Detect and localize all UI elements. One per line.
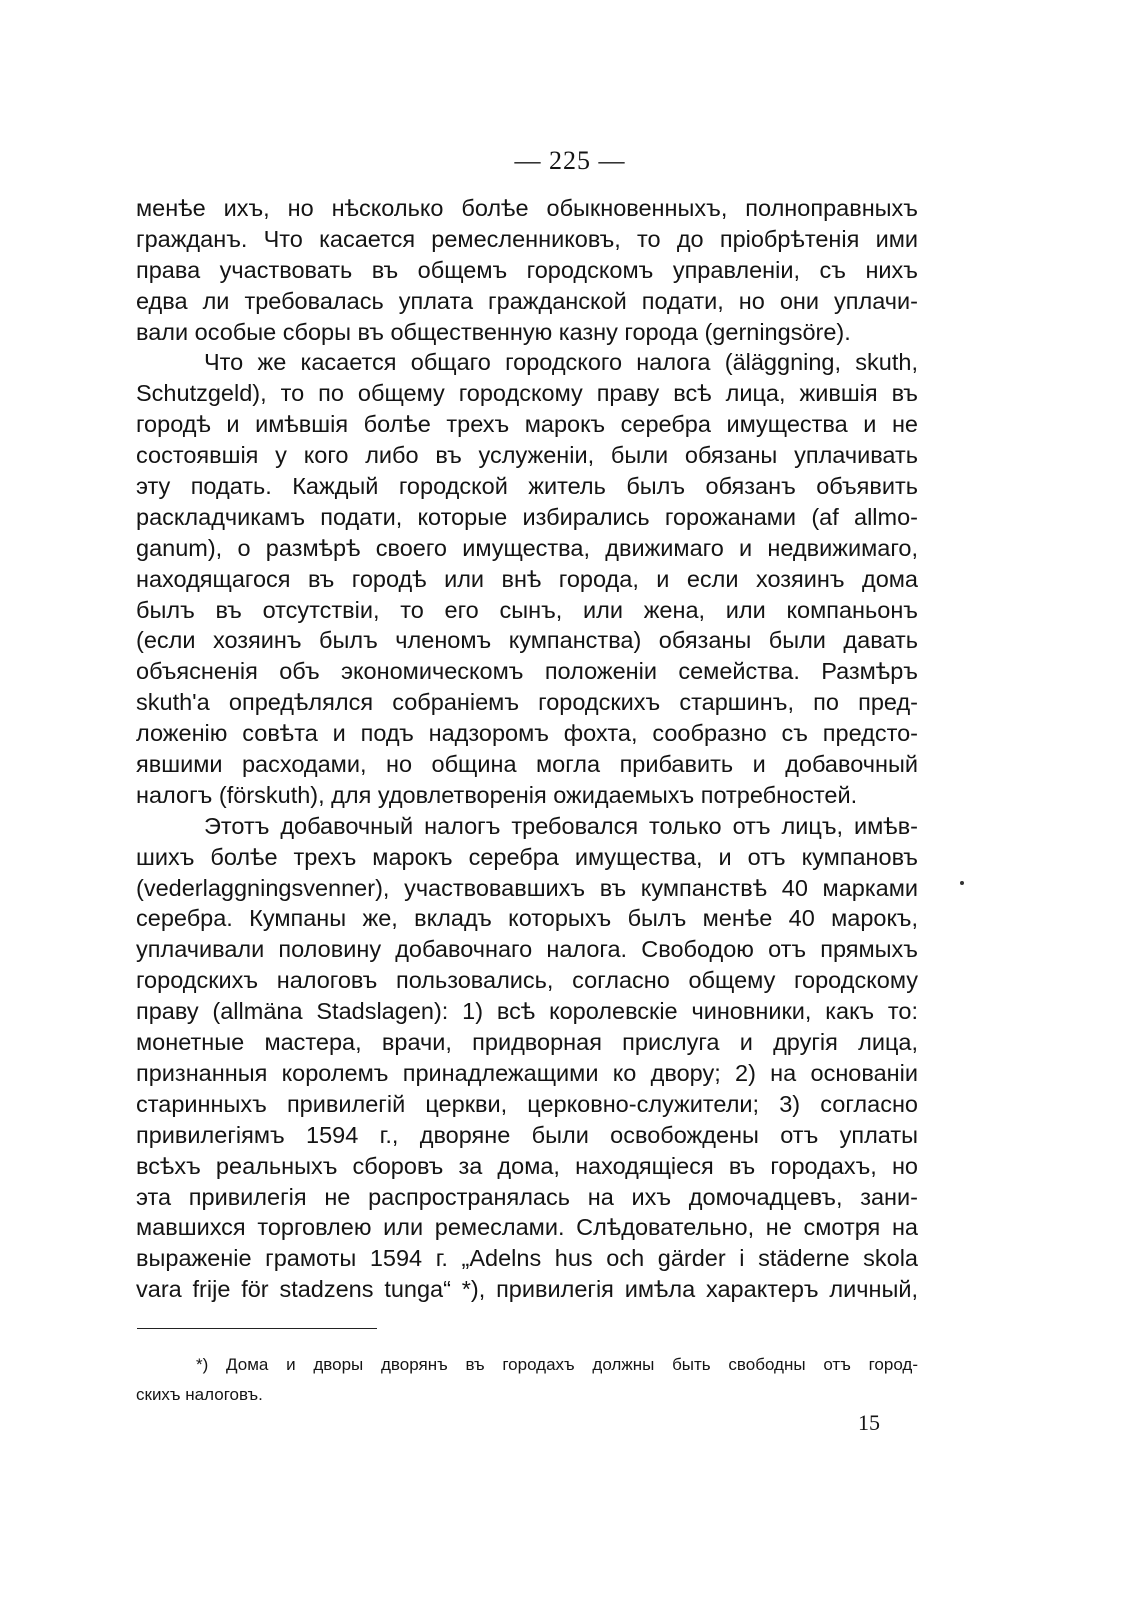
signature-mark: 15 [858, 1410, 880, 1435]
text-line: skuth'а опредѣлялся собраніемъ городскихъ старшинъ, по пред- [136, 689, 918, 716]
text-line: серебра. Кумпаны же, вкладъ которыхъ былъ менѣе 40 марокъ, [136, 905, 918, 932]
text-line: явшими расходами, но община могла прибавить и добавочный [136, 751, 918, 778]
text-line: Этотъ добавочный налогъ требовался только отъ лицъ, имѣв- [204, 812, 918, 839]
stray-dot [960, 881, 964, 885]
text-line: выраженіе грамоты 1594 г. „Adelns hus och gärder i städerne skola [136, 1245, 918, 1272]
text-line: права участвовать въ общемъ городскомъ управленіи, съ нихъ [136, 256, 918, 283]
text-line: объясненія объ экономическомъ положеніи семейства. Размѣръ [136, 658, 918, 685]
text-line: городскихъ налоговъ пользовались, согласно общему городскому [136, 967, 918, 994]
text-line: признанныя королемъ принадлежащими ко двору; 2) на основаніи [136, 1059, 918, 1086]
text-line: праву (allmäna Stadslagen): 1) всѣ королевскіе чиновники, какъ то: [136, 998, 918, 1025]
text-line: вали особые сборы въ общественную казну города (gerningsöre). [136, 318, 851, 345]
page-number: — 225 — [514, 146, 626, 175]
text-line: ganum), о размѣрѣ своего имущества, движимаго и недвижимаго, [136, 534, 918, 561]
footnote-divider [137, 1328, 377, 1329]
text-line: находящагося въ городѣ или внѣ города, и если хозяинъ дома [136, 565, 918, 592]
text-line: vara frije för stadzens tunga“ *), привилегія имѣла характеръ личный, [136, 1276, 918, 1303]
text-line: старинныхъ привилегій церкви, церковно-служители; 3) согласно [136, 1090, 918, 1117]
text-line: шихъ болѣе трехъ марокъ серебра имущества, и отъ кумпановъ [136, 843, 918, 870]
text-line: уплачивали половину добавочнаго налога. Свободою отъ прямыхъ [136, 936, 918, 963]
text-line: эта привилегія не распространялась на ихъ домочадцевъ, зани- [136, 1183, 918, 1210]
text-line: едва ли требовалась уплата гражданской подати, но они уплачи- [136, 287, 918, 314]
text-line: (если хозяинъ былъ членомъ кумпанства) обязаны были давать [136, 627, 918, 654]
text-line: былъ въ отсутствіи, то его сынъ, или жена, или компаньонъ [136, 596, 918, 623]
text-line: Что же касается общаго городского налога (äläggning, skuth, [204, 349, 918, 376]
footnote [136, 1350, 918, 1410]
footnote-line: скихъ налоговъ. [136, 1385, 263, 1404]
text-line: привилегіямъ 1594 г., дворяне были освобождены отъ уплаты [136, 1121, 918, 1148]
text-line: раскладчикамъ подати, которые избирались горожанами (af allmo- [136, 503, 918, 530]
text-line: менѣе ихъ, но нѣсколько болѣе обыкновенныхъ, полноправныхъ [136, 195, 918, 221]
text-line: гражданъ. Что касается ремесленниковъ, то до пріобрѣтенія ими [136, 225, 918, 252]
footnote-line: *) Дома и дворы дворянъ въ городахъ должны быть свободны отъ город- [196, 1355, 918, 1374]
text-line: налогъ (förskuth), для удовлетворенія ожидаемыхъ потребностей. [136, 781, 858, 808]
text-line: ложенію совѣта и подъ надзоромъ фохта, сообразно съ предсто- [136, 720, 918, 747]
text-line: городѣ и имѣвшія болѣе трехъ марокъ серебра имущества и не [136, 411, 918, 438]
text-line: мавшихся торговлею или ремеслами. Слѣдовательно, не смотря на [136, 1214, 918, 1241]
body-text [136, 193, 918, 1305]
text-line: (vederlaggningsvenner), участвовавшихъ въ кумпанствѣ 40 марками [136, 874, 918, 901]
text-line: эту подать. Каждый городской житель былъ обязанъ объявить [136, 473, 918, 500]
text-line: всѣхъ реальныхъ сборовъ за дома, находящіеся въ городахъ, но [136, 1152, 918, 1179]
text-line: состоявшія у кого либо въ услуженіи, были обязаны уплачивать [136, 442, 918, 469]
text-line: монетные мастера, врачи, придворная прислуга и другія лица, [136, 1029, 918, 1056]
text-line: Schutzgeld), то по общему городскому праву всѣ лица, жившія въ [136, 380, 918, 407]
